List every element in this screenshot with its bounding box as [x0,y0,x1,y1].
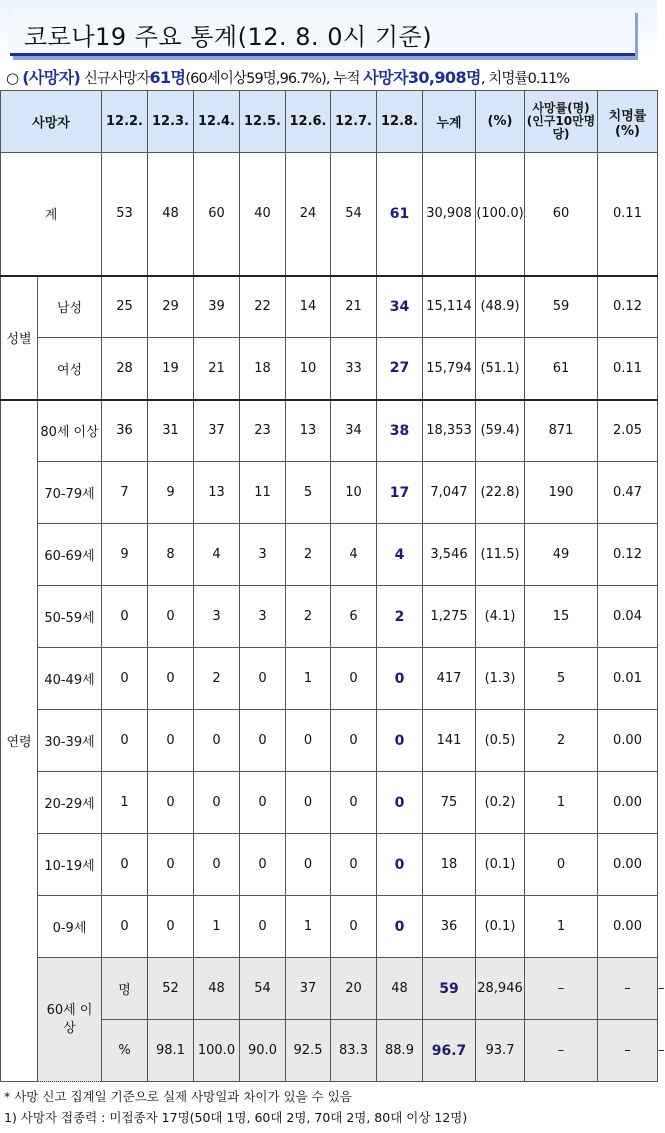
footnotes [4,1086,467,1128]
table-cell: 0 [377,834,423,896]
table-cell: 61 [525,338,598,400]
table-cell: 3 [240,524,286,586]
table-cell: – [598,1020,658,1082]
table-cell: 3,546 [423,524,476,586]
summary-total: 30,908명 [407,68,481,87]
table-cell: 0 [331,710,377,772]
row-label: 30-39세 [38,710,102,772]
summary-line [6,65,656,87]
summary-new-deaths: 61명 [149,68,186,87]
table-cell: 40 [240,153,286,276]
table-cell: 7 [102,462,148,524]
table-cell: 0.01 [598,648,658,710]
table-cell: – [525,1020,598,1082]
table-cell: 49 [525,524,598,586]
table-cell: 15,114 [423,276,476,338]
summary-text-4: 사망자 [363,68,408,87]
title-banner [0,0,657,60]
table-cell: 54 [240,958,286,1020]
table-cell: 0 [148,586,194,648]
column-header: 12.3. [148,91,194,153]
over60-label: 60세 이상 [38,958,102,1082]
table-header-row [1,91,658,153]
table-cell: 33 [331,338,377,400]
table-cell: 0.11 [598,338,658,400]
table-cell: 0 [286,710,331,772]
table-row: 60세 이상 명 52 48 54 37 20 48 59 28,946 – – – [1,958,658,1020]
table-cell: 0 [240,772,286,834]
table-row: % 98.1 100.0 90.0 92.5 83.3 88.9 96.7 93.7 – – – [1,1020,658,1082]
table-cell: 871 [525,400,598,462]
table-cell: 53 [102,153,148,276]
table-cell: 21 [331,276,377,338]
table-cell: 0.00 [598,710,658,772]
table-row [1,586,658,648]
table-cell: (0.1) [476,834,525,896]
table-row [1,896,658,958]
table-cell: 54 [331,153,377,276]
table-cell: (0.5) [476,710,525,772]
table-cell: 0 [240,896,286,958]
summary-lead: (사망자) [22,68,81,87]
column-header: 12.8. [377,91,423,153]
footnote: * 사망 신고 집계일 기준으로 실제 사망일과 차이가 있을 수 있음 [4,1089,352,1104]
table-cell: 0 [525,834,598,896]
footnote: 1) 사망자 접종력 : 미접종자 17명(50대 1명, 60대 2명, 70대 2명, 80대 이상 12명) [4,1110,468,1125]
table-cell: 48 [377,958,423,1020]
table-cell: (59.4) [476,400,525,462]
table-cell: 10 [331,462,377,524]
column-header: 12.5. [240,91,286,153]
bullet-circle-icon: ○ [6,69,19,87]
table-cell: 417 [423,648,476,710]
table-cell: 48 [148,153,194,276]
table-cell: 0 [148,834,194,896]
row-label: 80세 이상 [38,400,102,462]
column-header: 12.2. [102,91,148,153]
table-cell: 18 [240,338,286,400]
table-cell: 0.12 [598,276,658,338]
table-cell: 29 [148,276,194,338]
table-row [1,772,658,834]
table-cell: 0.00 [598,772,658,834]
table-cell: 3 [240,586,286,648]
table-cell: 9 [102,524,148,586]
table-cell: 1 [525,772,598,834]
row-label: 남성 [38,276,102,338]
table-cell: 1 [102,772,148,834]
table-cell: 93.7 [476,1020,525,1082]
table-cell: – [525,958,598,1020]
table-cell: 0 [148,710,194,772]
table-cell: 0 [240,648,286,710]
table-cell: 25 [102,276,148,338]
table-cell: 2 [286,586,331,648]
table-cell: 0 [331,896,377,958]
table-cell: (48.9) [476,276,525,338]
table-cell: 2 [377,586,423,648]
column-header: (%) [476,91,525,153]
table-cell: 0 [194,772,240,834]
table-cell: 90.0 [240,1020,286,1082]
table-cell: 38 [377,400,423,462]
table-cell: 37 [286,958,331,1020]
row-label: 10-19세 [38,834,102,896]
table-cell: 0 [240,710,286,772]
table-cell: 27 [377,338,423,400]
table-cell: 0 [377,772,423,834]
row-label: 60-69세 [38,524,102,586]
table-cell: 0.12 [598,524,658,586]
row-label: 40-49세 [38,648,102,710]
unit-label: % [102,1020,148,1082]
table-cell: 7,047 [423,462,476,524]
table-row [1,276,658,338]
table-cell: 9 [148,462,194,524]
table-cell: 98.1 [148,1020,194,1082]
table-cell: (100.0) [476,153,525,276]
table-cell: 28 [102,338,148,400]
table-cell: 0 [102,710,148,772]
table-cell: 4 [377,524,423,586]
table-cell: 18 [423,834,476,896]
table-cell: 0 [102,834,148,896]
table-cell: (4.1) [476,586,525,648]
row-label: 0-9세 [38,896,102,958]
summary-text-2: (60세이상59명,96.7%), [185,71,330,87]
table-cell: (0.2) [476,772,525,834]
table-cell: (22.8) [476,462,525,524]
table-cell: 2 [525,710,598,772]
table-cell: 28,946 [476,958,525,1020]
table-cell: 0 [102,896,148,958]
table-cell: 0 [194,834,240,896]
group-label: 성별 [1,276,38,400]
table-cell: 2 [194,648,240,710]
table-row [1,400,658,462]
table-cell: 3 [194,586,240,648]
table-cell: 0 [286,772,331,834]
table-cell: 0 [102,648,148,710]
table-cell: 15,794 [423,338,476,400]
table-cell: 1 [286,648,331,710]
table-cell: 39 [194,276,240,338]
table-cell: 92.5 [286,1020,331,1082]
table-cell: 22 [240,276,286,338]
table-cell: 6 [331,586,377,648]
table-cell: 2 [286,524,331,586]
table-cell: 83.3 [331,1020,377,1082]
table-cell: 11 [240,462,286,524]
table-cell: 0 [148,648,194,710]
table-cell: 0 [148,896,194,958]
table-cell: 1 [525,896,598,958]
table-cell: 36 [423,896,476,958]
row-label: 70-79세 [38,462,102,524]
table-cell: 61 [377,153,423,276]
table-cell: 52 [148,958,194,1020]
summary-text-1: 신규사망자 [83,71,150,87]
summary-text-5: , 치명률0.11% [480,71,570,87]
row-label: 계 [1,153,102,276]
table-cell: 0.00 [598,896,658,958]
title-box [10,9,635,56]
table-cell: 0.04 [598,586,658,648]
table-cell: 31 [148,400,194,462]
table-cell: 36 [102,400,148,462]
table-cell: 59 [525,276,598,338]
column-header: 누계 [423,91,476,153]
column-header: 사망률(명)(인구10만명당) [525,91,598,153]
table-cell: 20 [331,958,377,1020]
table-row [1,710,658,772]
table-row [1,462,658,524]
table-cell: 17 [377,462,423,524]
table-cell: 190 [525,462,598,524]
table-cell: 5 [286,462,331,524]
table-cell: 60 [525,153,598,276]
table-cell: 13 [194,462,240,524]
table-cell: 88.9 [377,1020,423,1082]
column-header: 사망자 [1,91,102,153]
row-label: 50-59세 [38,586,102,648]
table-cell: 34 [331,400,377,462]
table-cell: – [598,958,658,1020]
table-cell: 23 [240,400,286,462]
table-cell: 2.05 [598,400,658,462]
table-cell: 0 [377,648,423,710]
table-cell: 48 [194,958,240,1020]
table-row [1,153,658,276]
table-cell: 0 [148,772,194,834]
table-cell: 10 [286,338,331,400]
table-cell: 96.7 [423,1020,476,1082]
table-cell: 24 [286,153,331,276]
table-row [1,524,658,586]
column-header: 12.6. [286,91,331,153]
table-cell: 141 [423,710,476,772]
table-body [1,153,665,1082]
table-cell: 8 [148,524,194,586]
row-label: 20-29세 [38,772,102,834]
table-cell: 0 [102,586,148,648]
table-cell: (1.3) [476,648,525,710]
table-cell: 1 [194,896,240,958]
table-cell: 0.00 [598,834,658,896]
unit-label: 명 [102,958,148,1020]
table-cell: 14 [286,276,331,338]
column-header: 치명률(%) [598,91,658,153]
table-cell: 100.0 [194,1020,240,1082]
table-cell: (11.5) [476,524,525,586]
table-cell: 37 [194,400,240,462]
table-cell: 0 [194,710,240,772]
table-cell: 75 [423,772,476,834]
table-cell: 4 [194,524,240,586]
table-cell: 0 [331,834,377,896]
table-cell: 30,908 [423,153,476,276]
table-cell: 0 [286,834,331,896]
table-cell: 0 [377,710,423,772]
table-cell: 0 [331,648,377,710]
table-cell: 0.47 [598,462,658,524]
table-row [1,648,658,710]
table-cell: 0.11 [598,153,658,276]
table-row [1,834,658,896]
table-cell: 1 [286,896,331,958]
table-cell: (0.1) [476,896,525,958]
table-cell: 19 [148,338,194,400]
column-header: 12.4. [194,91,240,153]
table-row [1,338,658,400]
table-cell: 60 [194,153,240,276]
table-cell: 21 [194,338,240,400]
table-cell: 15 [525,586,598,648]
page-title: 코로나19 주요 통계(12. 8. 0시 기준) [24,23,433,51]
group-label: 연령 [1,400,38,1082]
table-cell: 18,353 [423,400,476,462]
table-cell: 34 [377,276,423,338]
table-cell: 1,275 [423,586,476,648]
table-cell: 0 [240,834,286,896]
table-cell: 13 [286,400,331,462]
table-cell: 4 [331,524,377,586]
table-cell: 59 [423,958,476,1020]
column-header: 12.7. [331,91,377,153]
table-cell: 5 [525,648,598,710]
death-statistics-table [0,90,665,1082]
table-cell: 0 [331,772,377,834]
summary-text-3: 누적 [333,71,360,87]
table-cell: 0 [377,896,423,958]
row-label: 여성 [38,338,102,400]
table-cell: (51.1) [476,338,525,400]
